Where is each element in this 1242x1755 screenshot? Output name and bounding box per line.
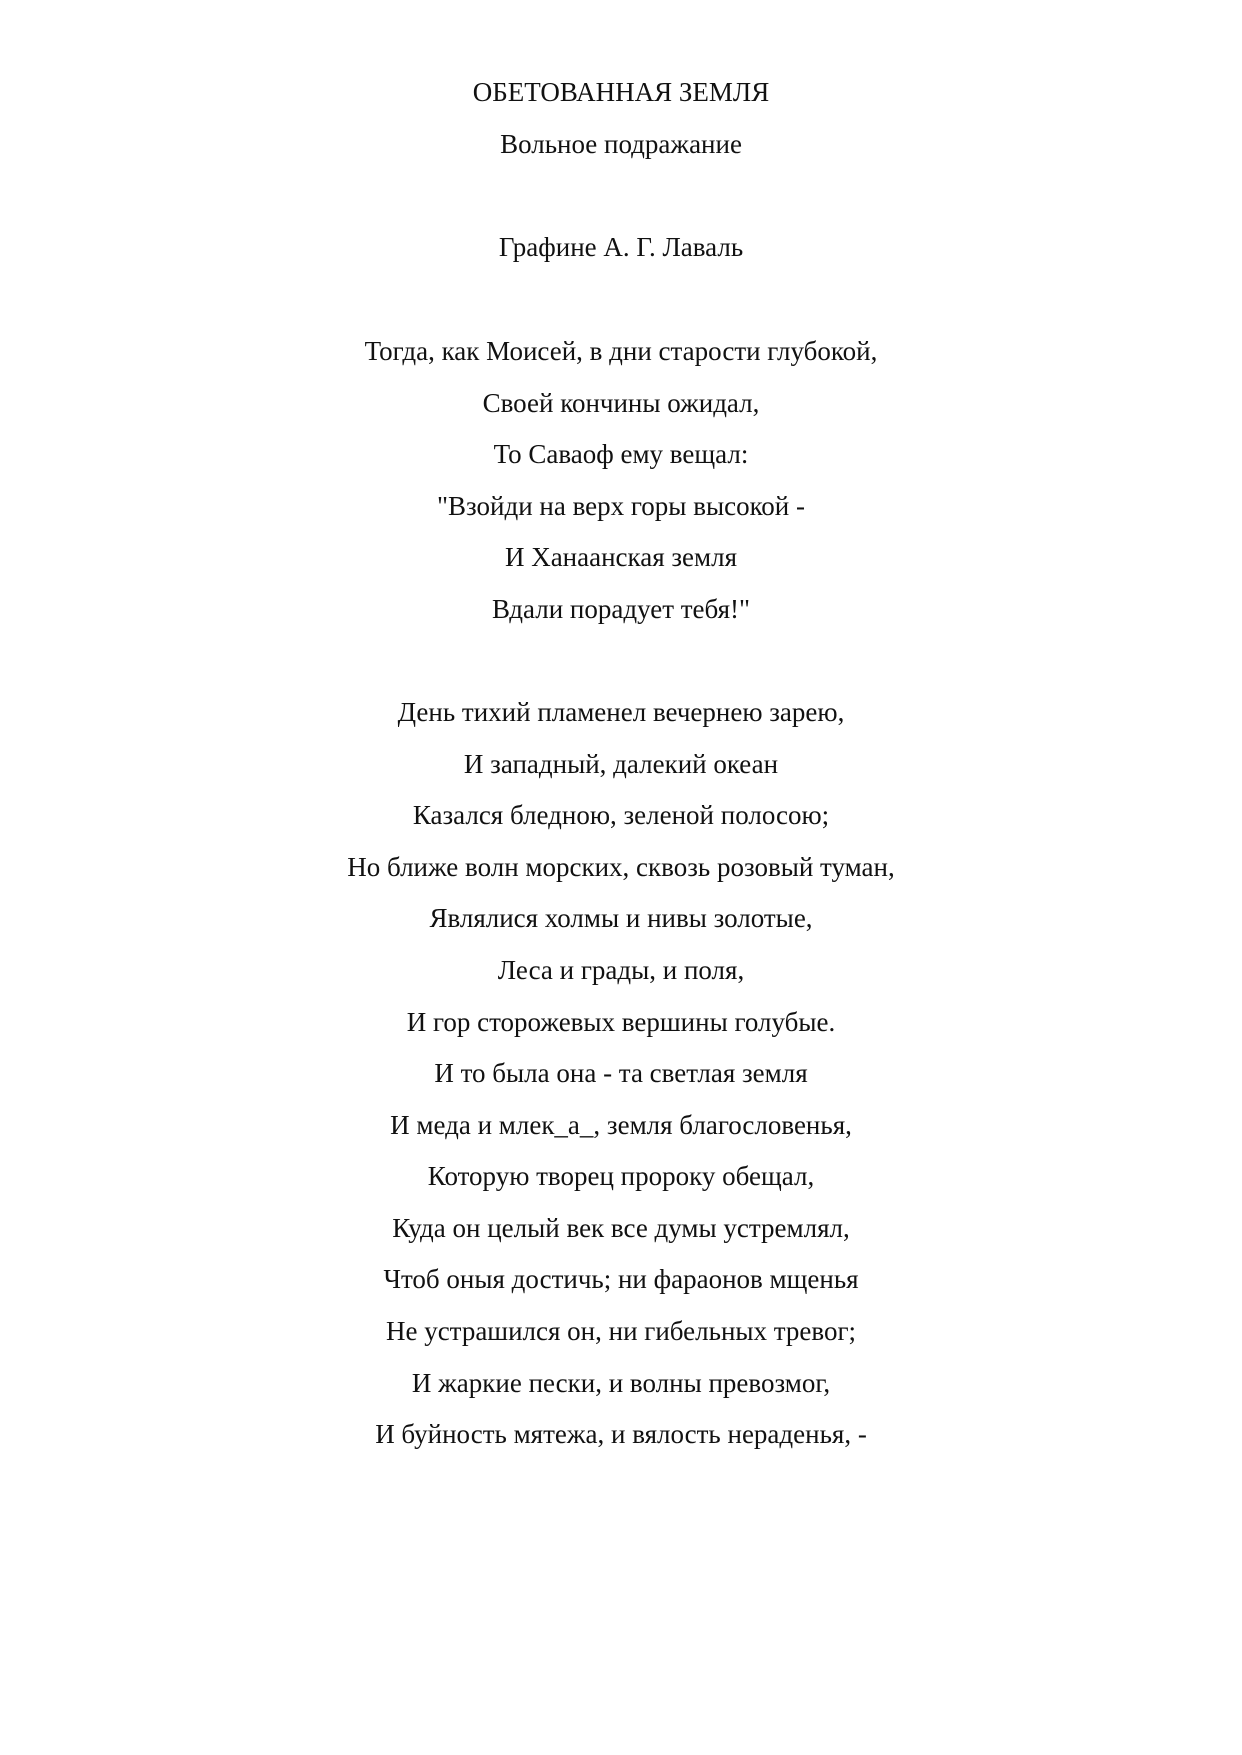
poem-line: Тогда, как Моисей, в дни старости глубокой, [364,336,878,366]
poem-line: Куда он целый век все думы устремлял, [392,1213,850,1243]
poem-line: То Саваоф ему вещал: [493,439,749,469]
poem-line: "Взойди на верх горы высокой - [436,491,806,521]
poem-line: И меда и млек_а_, земля благословенья, [390,1110,852,1140]
poem-line: Не устрашился он, ни гибельных тревог; [385,1316,857,1346]
poem-line: Леса и грады, и поля, [497,955,745,985]
poem-line: И буйность мятежа, и вялость нераденья, - [375,1419,867,1449]
poem-line: Которую творец пророку обещал, [427,1161,815,1191]
poem-line: Своей кончины ожидал, [482,388,760,418]
poem-line: Но ближе волн морских, сквозь розовый туман, [347,852,895,882]
poem-line: Чтоб оныя достичь; ни фараонов мщенья [383,1264,859,1294]
poem-line: Казался бледною, зеленой полосою; [412,800,830,830]
poem-line: И то была она - та светлая земля [434,1058,808,1088]
poem-line: День тихий пламенел вечернею зарею, [397,697,845,727]
poem-line: И Ханаанская земля [504,542,738,572]
poem-dedication: Графине А. Г. Лаваль [498,232,744,262]
poem-line: И гор сторожевых вершины голубые. [406,1007,836,1037]
poem-line: Являлися холмы и нивы золотые, [429,903,813,933]
poem-line: И жаркие пески, и волны превозмог, [411,1368,831,1398]
poem-subtitle: Вольное подражание [500,129,742,159]
poem-line: И западный, далекий океан [463,749,779,779]
poem-line: Вдали порадует тебя!" [491,594,751,624]
poem-title: ОБЕТОВАННАЯ ЗЕМЛЯ [472,77,770,107]
